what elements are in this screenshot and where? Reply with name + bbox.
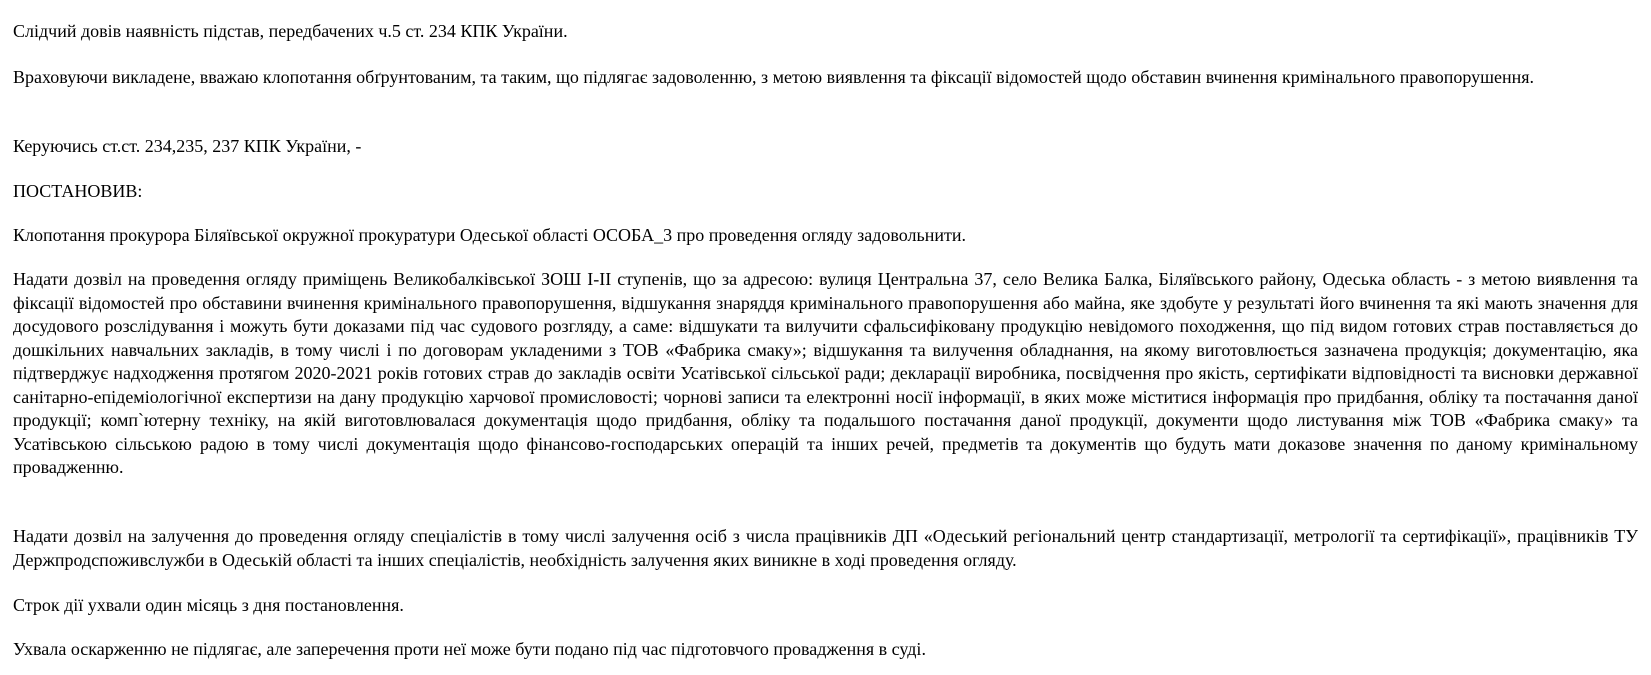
paragraph-motion-justified: Враховуючи викладене, вважаю клопотання обґрунтованим, та таким, що підлягає задоволенню, з метою виявлення та фіксації відомостей щодо обставин вчинення кримінального правопорушення. bbox=[13, 67, 1535, 87]
paragraph-resolved-heading: ПОСТАНОВИВ: bbox=[13, 181, 143, 201]
paragraph-legal-basis: Керуючись ст.ст. 234,235, 237 КПК України, - bbox=[13, 136, 362, 156]
paragraph-motion-granted: Клопотання прокурора Біляївської окружної прокуратури Одеської області ОСОБА_3 про проведення огляду задовольнити. bbox=[13, 225, 966, 245]
paragraph-evidence-grounds: Слідчий довів наявність підстав, передбачених ч.5 ст. 234 КПК України. bbox=[13, 21, 568, 41]
paragraph-specialists-permission: Надати дозвіл на залучення до проведення огляду спеціалістів в тому числі залучення осіб з числа працівників ДП «Одеський регіональний центр стандартизації, метрології та сертифікації», працівників ТУ Держпродспоживслужби в Одеській області та інших спеціалістів, необхідність залучення яких виникне в ході проведення огляду. bbox=[13, 526, 1638, 570]
paragraph-inspection-permission: Надати дозвіл на проведення огляду приміщень Великобалківської ЗОШ І-ІІ ступенів, що за адресою: вулиця Центральна 37, село Велика Балка, Біляївського району, Одеська область - з метою виявлення та фіксації відомостей про обставини вчинення кримінального правопорушення, відшукання знаряддя кримінального правопорушення або майна, яке здобуте у результаті його вчинення та які мають значення для досудового розслідування і можуть бути доказами під час судового розгляду, а саме: відшукати та вилучити сфальсифіковану продукцію невідомого походження, що під видом готових страв поставляється до дошкільних навчальних закладів, в тому числі і по договорам укладеними з ТОВ «Фабрика смаку»; відшукання та вилучення обладнання, на якому виготовлюється зазначена продукція; документацію, яка підтверджує надходження протягом 2020-2021 років готових страв до закладів освіти Усатівської сільської ради; декларації виробника, посвідчення про якість, сертифікати відповідності та висновки державної санітарно-епідеміологічної експертизи на дану продукцію харчової промисловості; чорнові записи та електронні носії інформації, в яких може міститися інформація про придбання, обліку та постачання даної продукції; комп`ютерну техніку, на якій виготовлювалася документація щодо придбання, обліку та подальшого постачання даної продукції, документи щодо листування між ТОВ «Фабрика смаку» та Усатівською сільською радою в тому числі документація щодо фінансово-господарських операцій та інших речей, предметів та документів що будуть мати доказове значення по даному кримінальному провадженню. bbox=[13, 269, 1638, 477]
paragraph-appeal-note: Ухвала оскарженню не підлягає, але заперечення проти неї може бути подано під час підготовчого провадження в суді. bbox=[13, 639, 926, 659]
paragraph-validity-term: Строк дії ухвали один місяць з дня постановлення. bbox=[13, 595, 404, 615]
